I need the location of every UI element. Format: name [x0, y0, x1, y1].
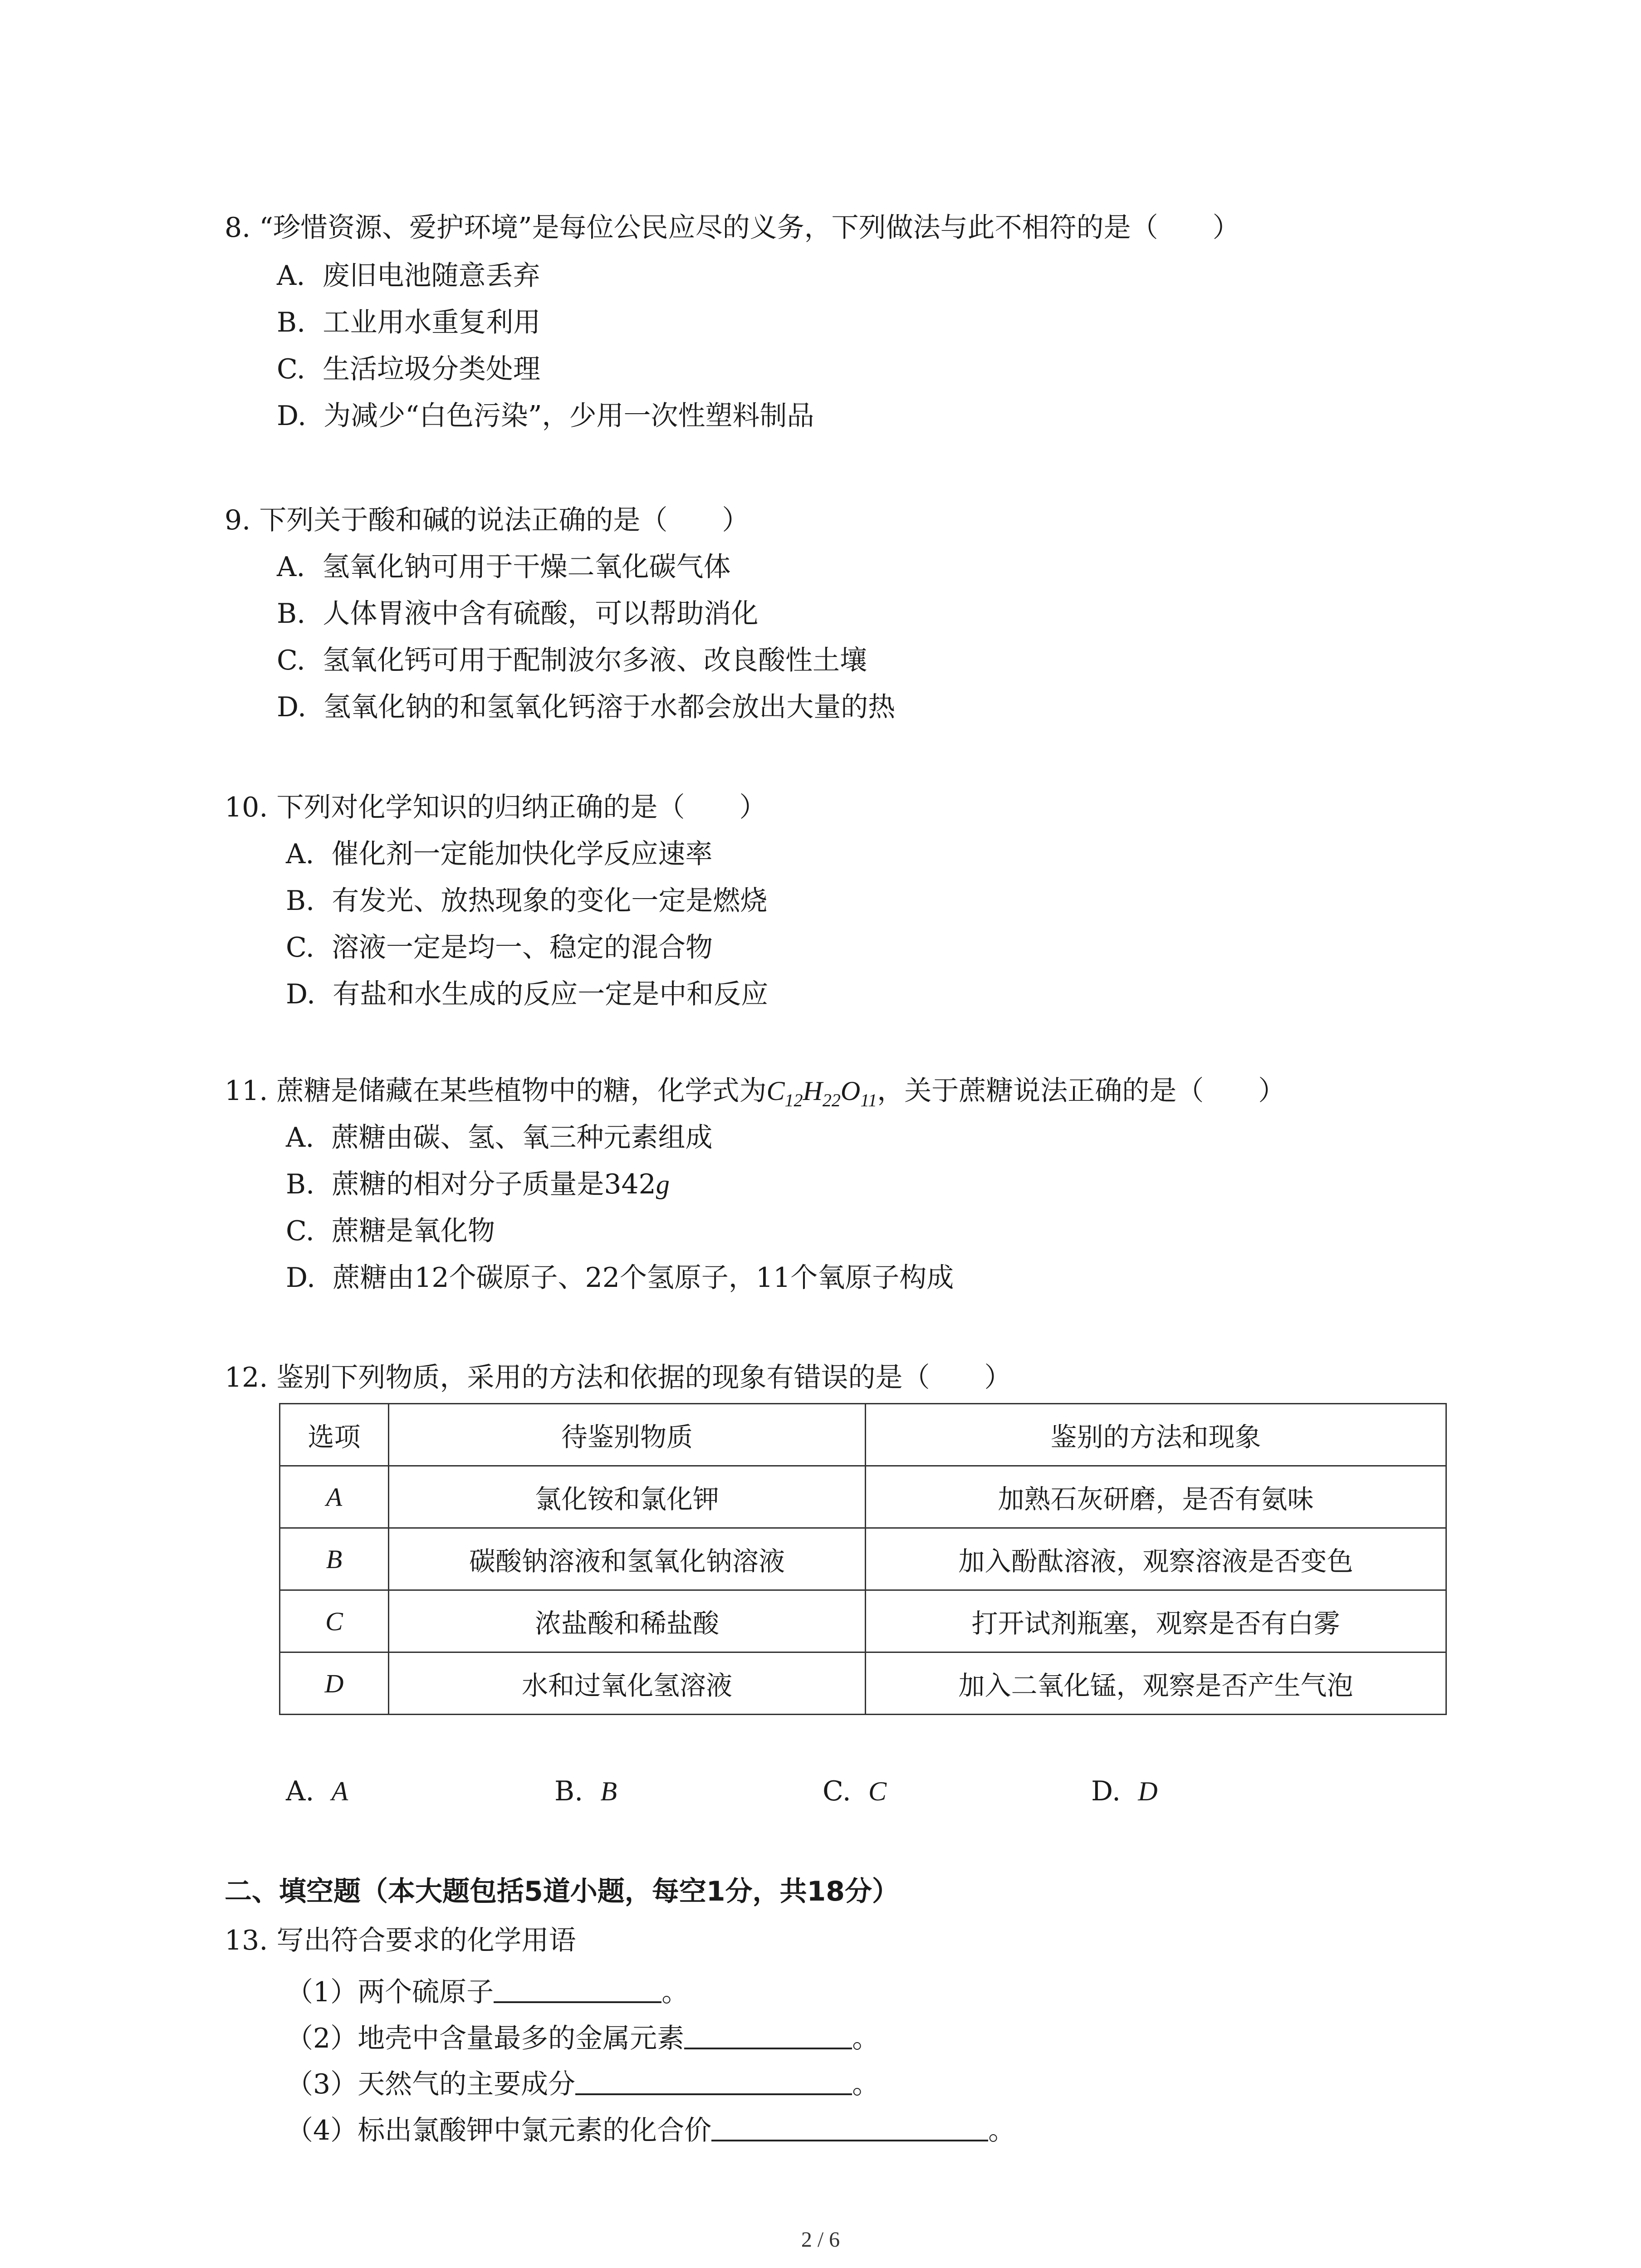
question-8-stem — [225, 210, 1240, 246]
table-row — [280, 1466, 1446, 1528]
q10-option-c[interactable]: C. 溶液一定是均一、稳定的混合物 — [286, 932, 713, 963]
question-10-stem — [225, 789, 767, 826]
q11-option-b[interactable]: B. 蔗糖的相对分子质量是342g — [286, 1168, 670, 1200]
q9-option-b[interactable]: B. 人体胃液中含有硫酸，可以帮助消化 — [277, 598, 759, 630]
q12-option-c[interactable]: C. C — [823, 1775, 887, 1807]
table-row — [280, 1528, 1446, 1590]
q8-option-d[interactable]: D. 为减少“白色污染”，少用一次性塑料制品 — [277, 400, 814, 432]
q10-option-d[interactable]: D. 有盐和水生成的反应一定是中和反应 — [286, 978, 769, 1010]
question-text: 鉴别下列物质，采用的方法和依据的现象有错误的是（ ） — [276, 1362, 1012, 1393]
table-cell: 浓盐酸和稀盐酸 — [389, 1590, 866, 1652]
q9-option-a[interactable]: A. 氢氧化钠可用于干燥二氧化碳气体 — [277, 551, 731, 583]
table-cell: 加熟石灰研磨，是否有氨味 — [866, 1466, 1446, 1528]
section-heading: 二、填空题（本大题包括5道小题，每空1分，共18分） — [225, 1876, 899, 1907]
table-row — [280, 1652, 1446, 1715]
question-text: 下列关于酸和碱的说法正确的是（ ） — [259, 504, 749, 536]
table-cell: C — [280, 1590, 389, 1652]
question-11-stem: 11. 蔗糖是储藏在某些植物中的糖，化学式为$C_{12}H_{22}O_{11}$，关于蔗糖说法正确的是（ ） — [225, 1073, 1285, 1109]
table-header-cell: 选项 — [280, 1404, 389, 1466]
answer-blank[interactable] — [575, 2068, 852, 2095]
table-cell: A — [280, 1466, 389, 1528]
q13-item-3: （3）天然气的主要成分 。 — [286, 2068, 880, 2100]
identification-table — [279, 1403, 1447, 1715]
q12-option-a[interactable]: A. A — [286, 1775, 348, 1807]
table-row — [280, 1590, 1446, 1652]
table-cell: 氯化铵和氯化钾 — [389, 1466, 866, 1528]
q11-option-c[interactable]: C. 蔗糖是氧化物 — [286, 1215, 495, 1247]
answer-blank[interactable] — [494, 1976, 661, 2003]
question-number: 12. — [225, 1362, 268, 1393]
table-header-cell: 鉴别的方法和现象 — [866, 1404, 1446, 1466]
answer-blank[interactable] — [684, 2022, 852, 2049]
q12-option-d[interactable]: D. D — [1091, 1775, 1158, 1807]
question-number: 10. — [225, 792, 268, 823]
sucrose-formula: $C_{12}H_{22}O_{11}$ — [766, 1076, 877, 1110]
question-number: 8. — [225, 212, 251, 244]
q11-option-a[interactable]: A. 蔗糖由碳、氢、氧三种元素组成 — [286, 1122, 713, 1154]
table-cell: 碳酸钠溶液和氢氧化钠溶液 — [389, 1528, 866, 1590]
table-cell: B — [280, 1528, 389, 1590]
q8-option-a[interactable]: A. 废旧电池随意丢弃 — [277, 260, 540, 292]
q9-option-c[interactable]: C. 氢氧化钙可用于配制波尔多液、改良酸性土壤 — [277, 645, 867, 676]
q8-option-b[interactable]: B. 工业用水重复利用 — [277, 307, 541, 338]
question-text: “珍惜资源、爱护环境”是每位公民应尽的义务，下列做法与此不相符的是（ ） — [259, 212, 1240, 244]
q8-option-c[interactable]: C. 生活垃圾分类处理 — [277, 353, 540, 385]
table-header-row — [280, 1404, 1446, 1466]
question-9-stem — [225, 502, 749, 538]
table-cell: 加入酚酞溶液，观察溶液是否变色 — [866, 1528, 1446, 1590]
answer-blank[interactable] — [711, 2114, 988, 2141]
question-text: 下列对化学知识的归纳正确的是（ ） — [276, 792, 767, 823]
question-number: 9. — [225, 504, 251, 536]
table-cell: 打开试剂瓶塞，观察是否有白雾 — [866, 1590, 1446, 1652]
table-header-cell: 待鉴别物质 — [389, 1404, 866, 1466]
table-cell: 水和过氧化氢溶液 — [389, 1652, 866, 1715]
q12-option-b[interactable]: B. B — [554, 1775, 617, 1807]
q10-option-b[interactable]: B. 有发光、放热现象的变化一定是燃烧 — [286, 885, 768, 917]
question-number: 13. — [225, 1925, 268, 1956]
table-cell: D — [280, 1652, 389, 1715]
question-number: 11. — [225, 1075, 268, 1107]
page-number: 2 / 6 — [801, 2228, 840, 2252]
question-12-stem — [225, 1359, 1012, 1396]
question-13-stem — [225, 1922, 576, 1959]
q10-option-a[interactable]: A. 催化剂一定能加快化学反应速率 — [286, 838, 713, 870]
q11-option-d[interactable]: D. 蔗糖由12个碳原子、22个氢原子，11个氧原子构成 — [286, 1262, 954, 1294]
q9-option-d[interactable]: D. 氢氧化钠的和氢氧化钙溶于水都会放出大量的热 — [277, 691, 896, 723]
table-cell: 加入二氧化锰，观察是否产生气泡 — [866, 1652, 1446, 1715]
q13-item-2: （2）地壳中含量最多的金属元素 。 — [286, 2023, 880, 2054]
question-text: 写出符合要求的化学用语 — [276, 1925, 576, 1956]
q13-item-4: （4）标出氯酸钾中氯元素的化合价 。 — [286, 2115, 1016, 2146]
q13-item-1: （1）两个硫原子 。 — [286, 1976, 689, 2008]
